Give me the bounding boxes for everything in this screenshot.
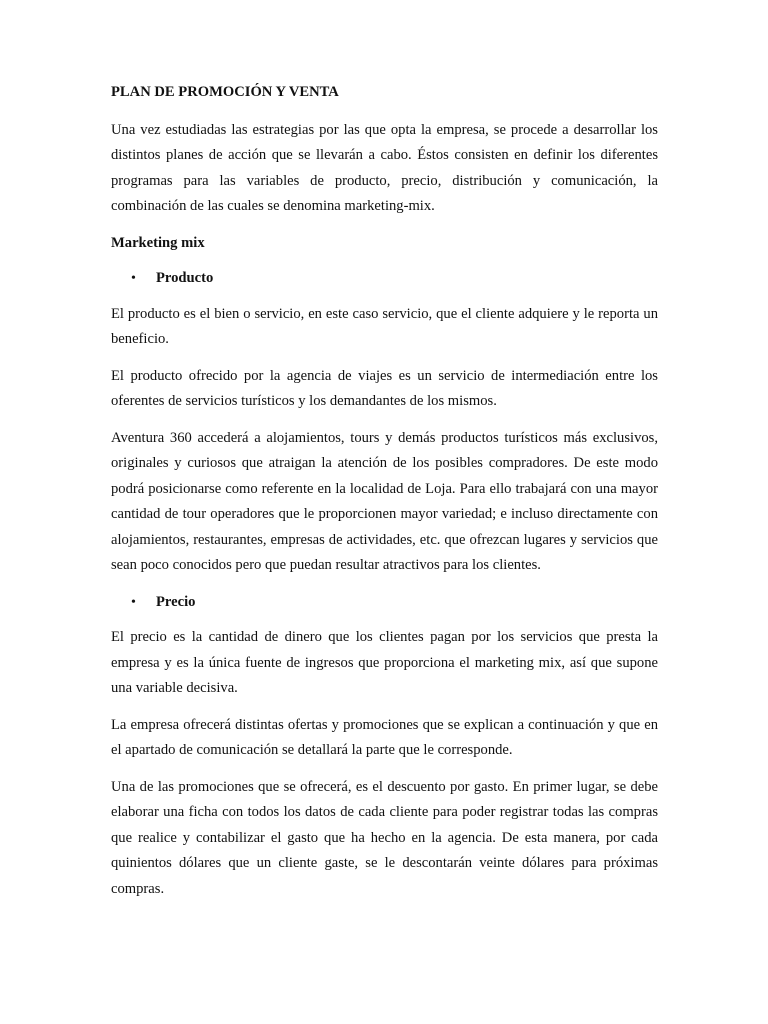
intro-paragraph: Una vez estudiadas las estrategias por las que opta la empresa, se procede a desarrollar los distintos planes de acción que se llevarán a cabo. Éstos consisten en definir los diferentes programas para las variables de producto, precio, distribución y comunicación, la combinación de las cuales se denomina marketing-mix.	[111, 121, 658, 214]
precio-paragraph-2: La empresa ofrecerá distintas ofertas y promociones que se explican a continuación y que en el apartado de comunicación se detallará la parte que le corresponde.	[111, 716, 658, 758]
producto-paragraph-2: El producto ofrecido por la agencia de viajes es un servicio de intermediación entre los oferentes de servicios turísticos y los demandantes de los mismos.	[111, 367, 658, 409]
bullet-icon: •	[131, 271, 136, 286]
precio-bullet	[111, 590, 658, 616]
document-page	[111, 80, 658, 902]
precio-paragraph-3: Una de las promociones que se ofrecerá, es el descuento por gasto. En primer lugar, se debe elaborar una ficha con todos los datos de cada cliente para poder registrar todas las compras que realice y contabilizar el gasto que ha hecho en la agencia. De esta manera, por cada quinientos dólares que un cliente gaste, se le descontarán veinte dólares para próximas compras.	[111, 778, 658, 897]
document-title: PLAN DE PROMOCIÓN Y VENTA	[111, 84, 339, 100]
producto-paragraph-3: Aventura 360 accederá a alojamientos, tours y demás productos turísticos más exclusivos, originales y curiosos que atraigan la atención de los posibles compradores. De este modo podrá posicionarse como referente en la localidad de Loja. Para ello trabajará con una mayor cantidad de tour operadores que le proporcionen mayor variedad; e incluso directamente con alojamientos, restaurantes, empresas de actividades, etc. que ofrezcan lugares y servicios que sean poco conocidos pero que puedan resultar atractivos para los clientes.	[111, 429, 658, 573]
producto-heading: Producto	[156, 270, 214, 286]
producto-bullet	[111, 266, 658, 292]
bullet-icon: •	[131, 594, 136, 610]
precio-paragraph-1: El precio es la cantidad de dinero que los clientes pagan por los servicios que presta la empresa y es la única fuente de ingresos que proporciona el marketing mix, así que supone una variable decisiva.	[111, 629, 658, 696]
producto-paragraph-1: El producto es el bien o servicio, en este caso servicio, que el cliente adquiere y le reporta un beneficio.	[111, 305, 658, 347]
precio-heading: Precio	[156, 593, 196, 610]
marketing-mix-heading: Marketing mix	[111, 234, 205, 251]
